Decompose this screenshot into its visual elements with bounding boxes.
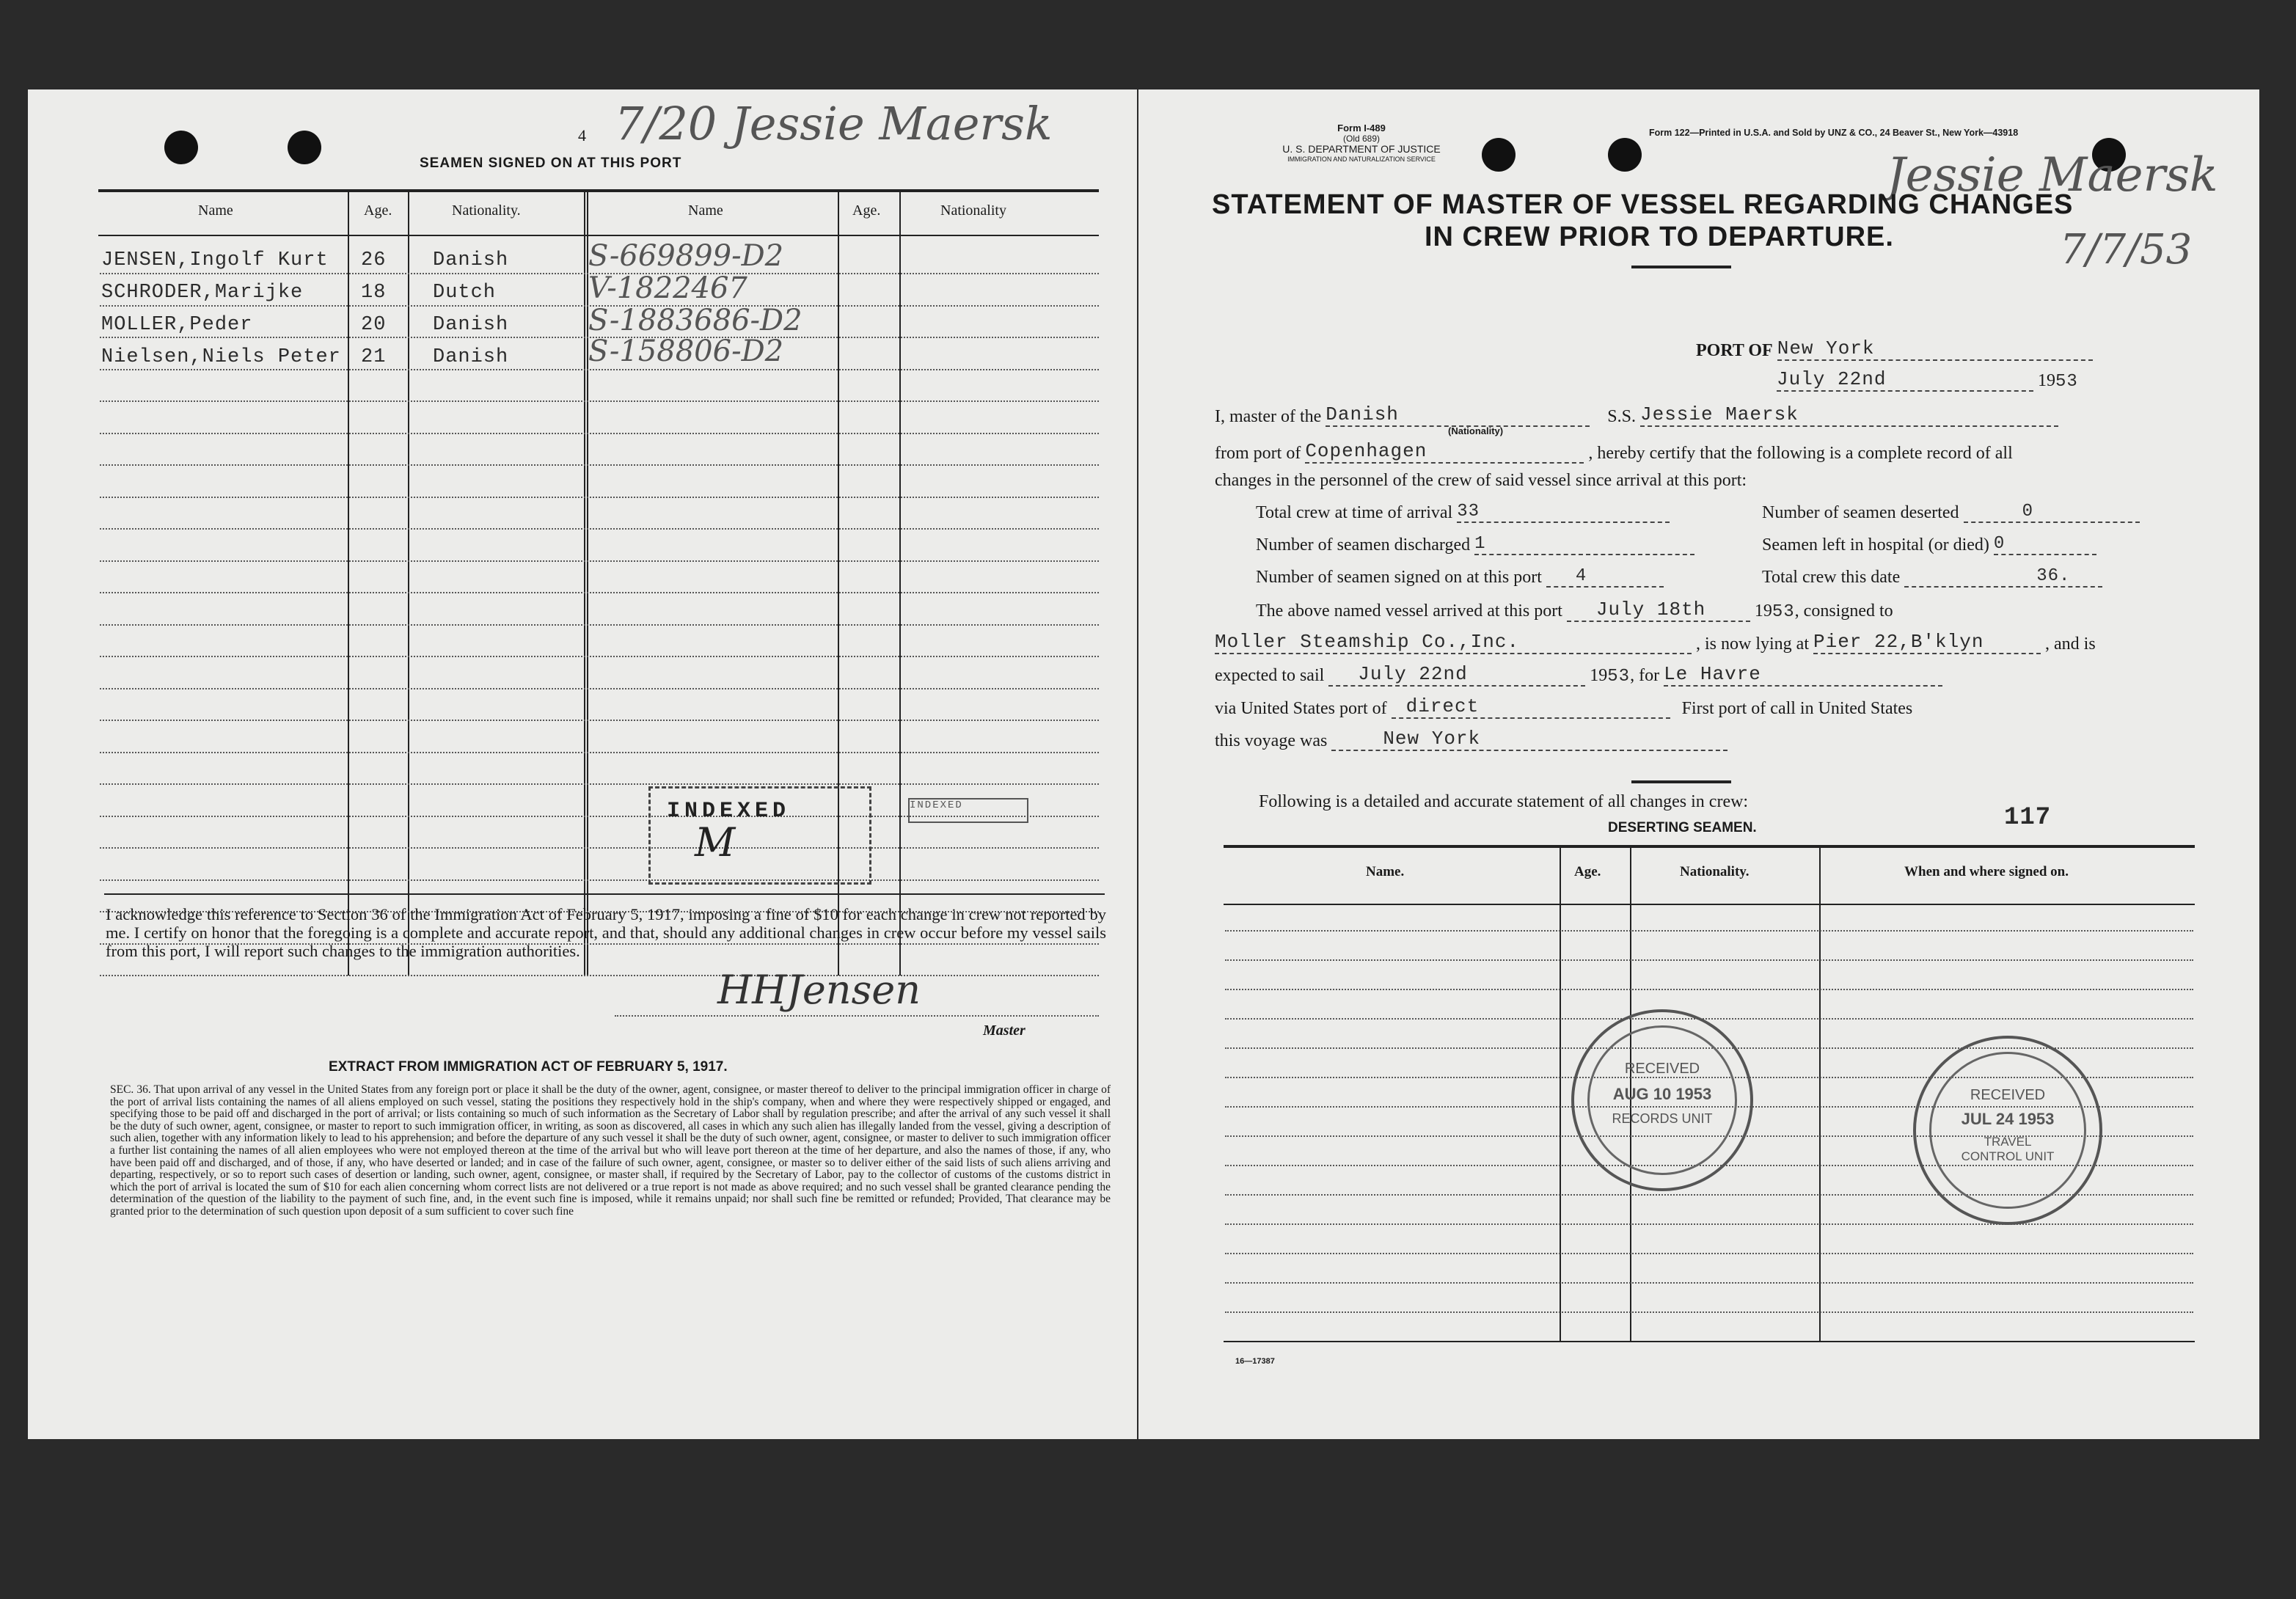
col-header-name-2: Name [688,202,723,219]
handwritten-vessel-name: Jessie Maersk [1887,148,2218,202]
entry-number: S-669899-D2 [588,239,784,273]
entry-name: MOLLER,Peder [101,314,253,336]
entry-nationality: Danish [433,346,509,368]
entry-number: S-158806-D2 [588,334,784,368]
table-row-line [100,624,1099,626]
left-page [28,89,1137,1439]
table-row-line [100,975,1099,976]
deserting-table-bottom [1224,1341,2195,1342]
deserting-table-header-rule [1224,904,2195,905]
col-header-age: Age. [364,202,392,219]
stat-discharged: Number of seamen discharged 1 [1256,534,1694,555]
entry-age: 20 [361,314,387,336]
table-row-line [100,752,1099,753]
page-number: 4 [578,126,586,144]
sail-line: expected to sail July 22nd 1953, for Le Havre [1215,663,1942,687]
changes-line: changes in the personnel of the crew of said vessel since arrival at this port: [1215,471,1747,490]
col-divider [348,191,349,976]
table-row-line [1225,1253,2193,1254]
right-page [1138,89,2259,1439]
nationality-label: (Nationality) [1448,425,1504,436]
stat-deserted: Number of seamen deserted 0 [1762,502,2140,523]
footer-code: 16—17387 [1235,1357,1275,1366]
master-signature: HHJensen [717,967,921,1013]
statement-title-2: IN CREW PRIOR TO DEPARTURE. [1425,222,1894,252]
indexed-stamp-small: INDEXED [908,798,1028,823]
col-header-age-2: Age. [852,202,881,219]
table-row-line [100,720,1099,721]
table-row-line [1225,989,2193,990]
arrived-line: The above named vessel arrived at this port July 18th 1953, consigned to [1256,599,1893,622]
table-row-line [100,847,1099,849]
col-divider [1560,848,1561,1341]
extract-title: EXTRACT FROM IMMIGRATION ACT OF FEBRUARY 5, 1917. [329,1059,728,1075]
punch-hole [288,131,321,164]
deserting-title: DESERTING SEAMEN. [1608,820,1757,835]
col-divider [584,191,585,976]
col-header-name: Name [198,202,233,219]
table-row-line [100,464,1099,466]
date-line: July 22nd 1953 [1777,368,2078,392]
col-header-nationality-2: Nationality [940,202,1006,219]
entry-age: 21 [361,346,387,368]
port-field: New York [1777,337,2093,361]
extract-text: SEC. 36. That upon arrival of any vessel in the United States from any foreign port or place it shall be the duty of the owner, agent, consignee, or master thereof to deliver to the principal immigration officer in charge of the port of arrival lists containing the names of all aliens employed on such vessel, stating the positions they respectively hold in the ship's company, when and where they were respectively shipped or engaged, and specifying those to be paid off and discharged in the port of arrival; or lists containing so much of such information as the Secretary of Labor shall by regulation prescribe; and after the arrival of any such vessel it shall be the duty of such owner, agent, consignee, or master to report to such immigration officer, in writing, as soon as discovered, all cases in which any such alien has illegally landed from the vessel, giving a description of such alien, together with any information likely to lead to his apprehension; and before the departure of any such vessel it shall be the duty of such owner, agent, consignee, or master to deliver to such immigration officer a further list containing the names of all alien employees who were not employed thereon at the time of the arrival but who will leave port thereon at the time of her departure, and also the names of those, if any, who have been paid off and discharged, and of those, if any, who have deserted or landed; and in case of the failure of such owner, agent, consignee, or master so to deliver either of the said lists of such aliens arriving and departing, respectively, or so to report such cases of desertion or landing, such owner, agent, consignee, or master shall, if required by the Secretary of Labor, pay to the collector of customs of the customs district in which the port of arrival is located the sum of $10 for each alien concerning whom correct lists are not delivered or a true report is not made as above required; and no such vessel shall be granted clearance pending the determination of the question of the liability to the payment of such fine, and, in the event such fine is imposed, while it remains unpaid; nor shall such fine be remitted or refunded; Provided, That clearance may be granted prior to the determination of such question upon deposit of a sum sufficient to cover such fine [110,1083,1111,1218]
statement-title: STATEMENT OF MASTER OF VESSEL REGARDING CHANGES [1212,189,2074,220]
entry-name: Nielsen,Niels Peter [101,346,341,368]
printer-line: Form 122—Printed in U.S.A. and Sold by UNZ & CO., 24 Beaver St., New York—43918 [1649,128,2019,138]
table-row-line [1225,1223,2193,1225]
punch-hole [164,131,198,164]
signature-line [615,1015,1099,1017]
col-divider [899,191,901,976]
entry-number: S-1883686-D2 [588,304,802,337]
entry-age: 26 [361,249,387,271]
stat-total-arrival: Total crew at time of arrival 33 [1256,502,1670,523]
entry-nationality: Danish [433,314,509,336]
master-line: I, master of the Danish S.S. Jessie Maersk [1215,403,2058,427]
from-port-line: from port of Copenhagen , hereby certify that the following is a complete record of all [1215,440,2013,463]
table-row-line [100,369,1099,370]
table-row-line [100,560,1099,562]
handwritten-date: 7/7/53 [2060,226,2193,274]
table-row-line [100,592,1099,593]
table-row-line [1225,1311,2193,1313]
consignee-line: Moller Steamship Co.,Inc. , is now lying at Pier 22,B'klyn , and is [1215,631,2096,654]
voyage-line: this voyage was New York [1215,728,1728,751]
entry-nationality: Danish [433,249,509,271]
col-divider [408,191,409,976]
table-row-line [1225,959,2193,961]
table-row-line [100,497,1099,498]
acknowledgement-text: I acknowledge this reference to Section 36 of the Immigration Act of February 5, 1917, imposing a fine of $10 for each change in crew not reported by me. I certify on honor that the foregoing is a complete and accurate report, and that, should any additional changes in crew occur before my vessel sails from this port, I will report such changes to the immigration authorities. [106,905,1106,960]
table-row-line [100,433,1099,434]
table-row-line [100,783,1099,785]
vessel-field: Jessie Maersk [1640,403,2058,427]
table-header-rule [98,235,1099,236]
table-row-line [1225,1018,2193,1020]
nationality-field: Danish [1326,403,1590,427]
table-row-line [100,528,1099,530]
handwritten-vessel-note: 7/20 Jessie Maersk [615,97,1053,150]
table-bottom-rule [104,893,1105,895]
form-header: Form I-489 (Old 689) U. S. DEPARTMENT OF JUSTICE IMMIGRATION AND NATURALIZATION SERVICE [1282,122,1441,163]
table-row-line [100,688,1099,689]
received-stamp-records: RECEIVED AUG 10 1953 RECORDS UNIT [1571,1009,1753,1191]
section-rule [1631,780,1731,783]
entry-nationality: Dutch [433,282,497,304]
title-rule [1631,266,1731,268]
number-117: 117 [2004,804,2052,832]
left-title: SEAMEN SIGNED ON AT THIS PORT [420,155,682,171]
date-field: July 22nd [1777,368,2033,392]
table-row-line [1225,930,2193,932]
desert-col-nationality: Nationality. [1680,864,1750,879]
entry-name: SCHRODER,Marijke [101,282,304,304]
received-stamp-travel-control: RECEIVED JUL 24 1953 TRAVEL CONTROL UNIT [1913,1036,2102,1225]
table-row-line [1225,1282,2193,1284]
desert-col-age: Age. [1574,864,1601,879]
col-divider [1819,848,1821,1341]
col-header-nationality: Nationality. [452,202,521,219]
desert-col-when-where: When and where signed on. [1904,864,2069,879]
entry-name: JENSEN,Ingolf Kurt [101,249,329,271]
via-line: via United States port of direct First port of call in United States [1215,695,1913,718]
stat-total-date: Total crew this date 36. [1762,566,2102,588]
deserting-table-top [1224,845,2195,848]
table-row-line [100,400,1099,402]
stat-hospital: Seamen left in hospital (or died) 0 [1762,534,2096,555]
following-text: Following is a detailed and accurate statement of all changes in crew: [1259,792,1749,811]
port-line: PORT OF New York [1696,337,2093,361]
table-top-rule [98,189,1099,192]
desert-col-name: Name. [1366,864,1405,879]
from-port-field: Copenhagen [1305,440,1584,464]
indexed-stamp: INDEXED M [648,786,871,885]
entry-number: V-1822467 [588,271,747,305]
master-label: Master [983,1022,1025,1039]
table-row-line [100,656,1099,657]
stat-signed-on: Number of seamen signed on at this port 4 [1256,566,1664,588]
punch-hole [1608,138,1642,172]
entry-age: 18 [361,282,387,304]
table-row-line [100,879,1099,881]
